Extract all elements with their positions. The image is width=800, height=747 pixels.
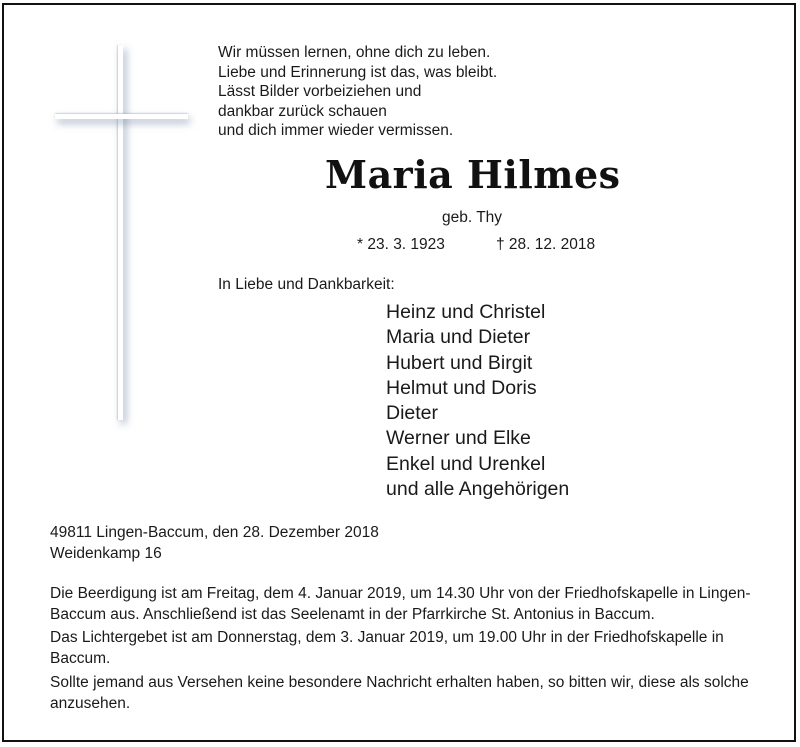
- maiden-name: geb. Thy: [442, 209, 503, 226]
- notification-notice: Sollte jemand aus Versehen keine besondere Nachricht erhalten haben, so bitten wir, diese als solche anzusehen.: [50, 674, 749, 712]
- family-member: Hubert und Birgit: [386, 351, 533, 374]
- poem: [218, 43, 497, 141]
- birth-date: * 23. 3. 1923: [357, 236, 445, 253]
- family-list: [386, 300, 569, 502]
- funeral-notice: Die Beerdigung ist am Freitag, dem 4. Januar 2019, um 14.30 Uhr von der Friedhofskapelle in Lingen-Baccum aus. Anschließend ist das Seelenamt in der Pfarrkirche St. Antonius in Baccum.: [50, 585, 751, 623]
- address-street: Weidenkamp 16: [50, 544, 162, 562]
- poem-line: und dich immer wieder vermissen.: [218, 122, 454, 140]
- family-member: Enkel und Urenkel: [386, 452, 546, 475]
- thanks-line: In Liebe und Dankbarkeit:: [218, 276, 395, 293]
- cross-horizontal-beam: [55, 114, 188, 119]
- family-member: Maria und Dieter: [386, 326, 531, 349]
- prayer-notice: Das Lichtergebet ist am Donnerstag, dem 3. Januar 2019, um 19.00 Uhr in der Friedhofskapelle in Baccum.: [50, 629, 724, 667]
- family-member: Helmut und Doris: [386, 376, 537, 399]
- address-place-date: 49811 Lingen-Baccum, den 28. Dezember 2018: [50, 524, 379, 541]
- cross-icon: [55, 45, 190, 420]
- poem-line: Liebe und Erinnerung ist das, was bleibt.: [218, 63, 498, 81]
- family-member: und alle Angehörigen: [386, 478, 570, 501]
- poem-line: Wir müssen lernen, ohne dich zu leben.: [218, 44, 491, 61]
- family-member: Heinz und Christel: [386, 301, 546, 323]
- family-member: Werner und Elke: [386, 427, 531, 450]
- cross-vertical-beam: [118, 45, 123, 420]
- family-member: Dieter: [386, 402, 439, 425]
- deceased-name: Maria Hilmes: [325, 152, 621, 197]
- poem-line: dankbar zurück schauen: [218, 102, 387, 120]
- poem-line: Lässt Bilder vorbeiziehen und: [218, 83, 422, 101]
- address-block: [50, 523, 379, 564]
- death-date: † 28. 12. 2018: [496, 236, 596, 253]
